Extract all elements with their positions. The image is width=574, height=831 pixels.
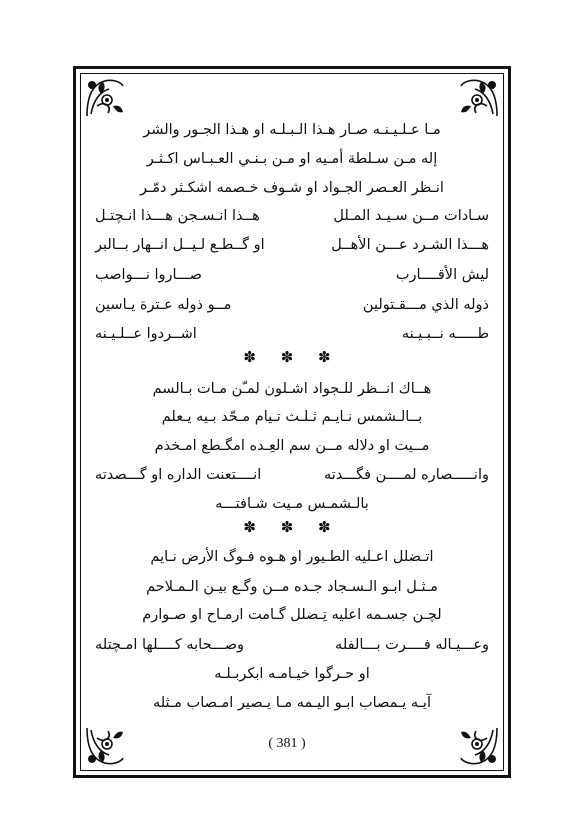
hemistich-second: وصـــحابه كــــلها امـچتله — [95, 637, 245, 653]
poem-couplet — [95, 234, 489, 256]
hemistich-second: هــذا انـسـجن هـــذا انـچتـل — [95, 208, 260, 224]
hemistich-first: وعـــيـاله فــــرت بـــالفله — [335, 637, 489, 653]
poem-couplet — [95, 294, 489, 316]
poem-couplet — [95, 323, 489, 345]
poem-line: إله مـن سـلطة أمـيه او مـن بـنـي العـبـاس اكـثـر — [146, 151, 438, 167]
hemistich-second: مــو ذوله عـترة يـاسين — [95, 297, 232, 313]
section-separator: ✽ ✽ ✽ — [243, 518, 341, 536]
hemistich-first: هـــذا الشـرد عـــن الأهــل — [331, 237, 489, 253]
poem-line: بــالـشمس نـايـم ثـلـث تـيام مـحّد بـيه يـعلم — [161, 409, 423, 425]
poem-couplet — [95, 205, 489, 227]
poem-line: بالـشمـس مـيت شـافتـــه — [215, 496, 369, 512]
hemistich-first: ليش الأقــــارب — [395, 267, 489, 283]
poem-line: مــيت او دلاله مــن سم العِـده امگـطع امـخذم — [154, 438, 430, 454]
poem-line: هــاك انــظر للـجواد اشـلون لمـّن مـات بـالسم — [152, 381, 432, 397]
page-number: ( 381 ) — [268, 736, 306, 751]
hemistich-second: او گــطـع لـيــل انــهار بــالبر — [95, 237, 265, 253]
hemistich-first: سـادات مــن سـيـد المـلل — [333, 208, 489, 224]
poem-couplet — [95, 464, 489, 486]
corner-ornament-top-left — [83, 76, 127, 120]
poem-line: انـظر العـصر الجـواد او شـوف خـصمه اشكـثر دمّـر — [140, 180, 444, 196]
hemistich-second: انــــتعنت الداره او گـــصدته — [95, 467, 262, 483]
poem-line: او حـرگوا خيـامـه ابكربـلـه — [214, 666, 370, 682]
poem-couplet — [95, 634, 489, 656]
hemistich-first: ذوله الذي مـــقـتولين — [362, 297, 489, 313]
poem-line: آيـه يـمصاب ابـو اليـمه مـا يـصير امـصاب مـثله — [152, 695, 431, 711]
hemistich-second: صـــاروا نـــواصب — [95, 267, 202, 283]
hemistich-first: طـــــه نــبـيـنه — [401, 326, 489, 342]
poem-couplet — [95, 264, 489, 286]
hemistich-first: وانـــــصاره لمــــن فگـــدته — [323, 467, 489, 483]
poem-line: اتـضلل اعـليه الطـيور او هـوه فـوگ الأرض نـايم — [150, 549, 434, 565]
section-separator: ✽ ✽ ✽ — [243, 348, 341, 366]
corner-ornament-top-right — [457, 76, 501, 120]
hemistich-second: اشــردوا عــلـيـنه — [95, 326, 197, 342]
poem-line: مـا عـلـيـنـه صـار هـذا الـبـلـه او هـذا الجـور والشر — [143, 122, 441, 138]
poem-line: مـثـل ابـو الـسـجاد جـده مــن وگـع بيـن الـمـلاحم — [146, 579, 438, 595]
poem-line: لچـن جسـمه اعليه تِـضلل گـامت ارمـاح او صـوارم — [142, 607, 442, 623]
